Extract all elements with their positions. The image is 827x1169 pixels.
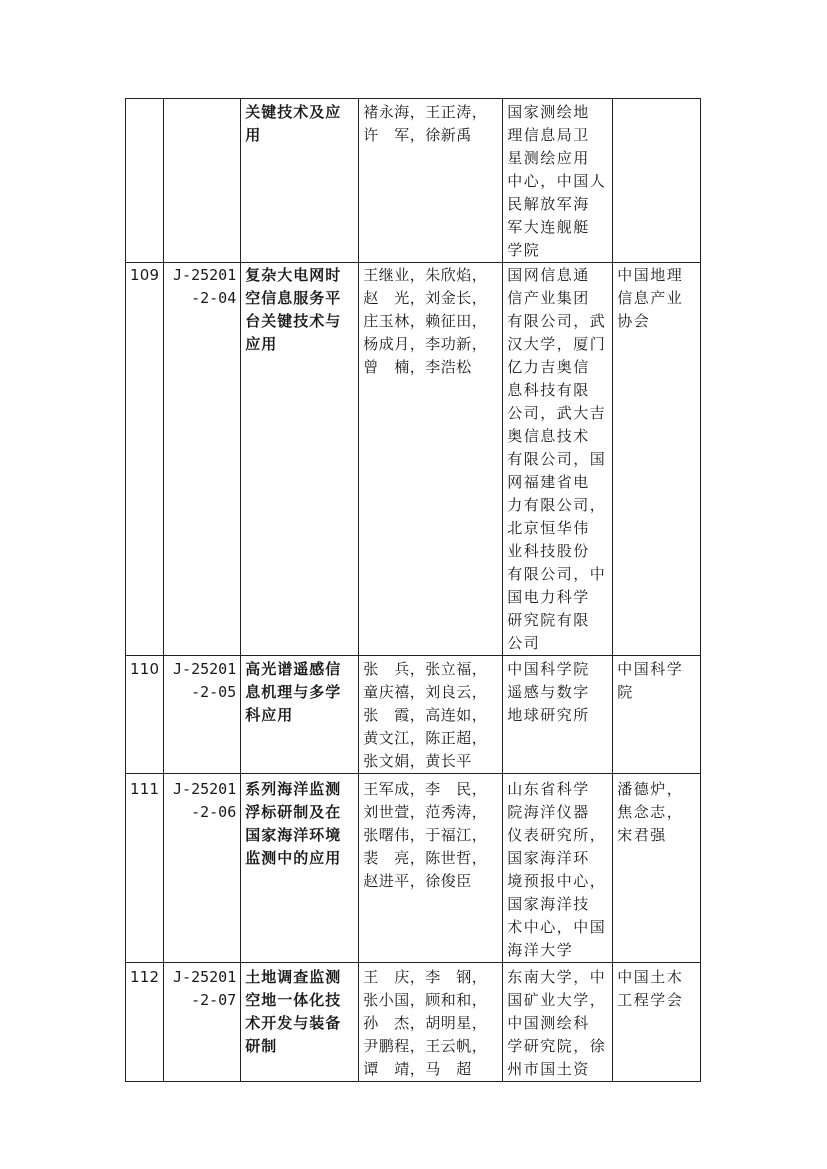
nominator: 中国地理 信息产业 协会 [613,263,701,656]
project-code: J-25201 -2-04 [164,263,241,656]
row-number: 109 [126,263,164,656]
main-contributors: 王军成，李 民， 刘世萱，范秀涛， 张曙伟，于福江， 裴 亮，陈世哲， 赵进平，徐俊臣 [359,774,503,963]
main-organizations: 中国科学院 遥感与数字 地球研究所 [503,656,613,774]
table-row [126,99,701,263]
project-title: 复杂大电网时 空信息服务平 台关键技术与 应用 [241,263,359,656]
main-contributors: 张 兵，张立福， 童庆禧，刘良云， 张 霞，高连如， 黄文江，陈正超， 张文娟，黄长平 [359,656,503,774]
row-number: 110 [126,656,164,774]
table-row [126,774,701,963]
main-organizations: 东南大学，中 国矿业大学， 中国测绘科 学研究院，徐 州市国土资 [503,963,613,1082]
project-code [164,99,241,263]
project-code: J-25201 -2-05 [164,656,241,774]
row-number: 111 [126,774,164,963]
row-number: 112 [126,963,164,1082]
main-organizations: 国家测绘地 理信息局卫 星测绘应用 中心，中国人 民解放军海 军大连舰艇 学院 [503,99,613,263]
row-number [126,99,164,263]
table-row [126,263,701,656]
project-title: 土地调查监测 空地一体化技 术开发与装备 研制 [241,963,359,1082]
project-title: 关键技术及应 用 [241,99,359,263]
main-contributors: 王 庆，李 钢， 张小国，顾和和， 孙 杰，胡明星， 尹鹏程，王云帆， 谭 靖，马 超 [359,963,503,1082]
main-organizations: 山东省科学 院海洋仪器 仪表研究所， 国家海洋环 境预报中心， 国家海洋技 术中心，中国 海洋大学 [503,774,613,963]
nominator: 中国土木 工程学会 [613,963,701,1082]
main-organizations: 国网信息通 信产业集团 有限公司，武 汉大学，厦门 亿力吉奥信 息科技有限 公司，武大吉 奥信息技术 有限公司，国 网福建省电 力有限公司， 北京恒华伟 业科技股份 有限公司，中 国电力科学 研究院有限 公司 [503,263,613,656]
main-contributors: 褚永海，王正涛， 许 军，徐新禹 [359,99,503,263]
nominator [613,99,701,263]
project-code: J-25201 -2-06 [164,774,241,963]
nominator: 中国科学 院 [613,656,701,774]
table-row [126,963,701,1082]
table-row [126,656,701,774]
project-code: J-25201 -2-07 [164,963,241,1082]
project-title: 系列海洋监测 浮标研制及在 国家海洋环境 监测中的应用 [241,774,359,963]
award-table [125,98,701,1082]
project-title: 高光谱遥感信 息机理与多学 科应用 [241,656,359,774]
nominator: 潘德炉， 焦念志， 宋君强 [613,774,701,963]
main-contributors: 王继业，朱欣焰， 赵 光，刘金长， 庄玉林，赖征田， 杨成月，李功新， 曾 楠，李浩松 [359,263,503,656]
